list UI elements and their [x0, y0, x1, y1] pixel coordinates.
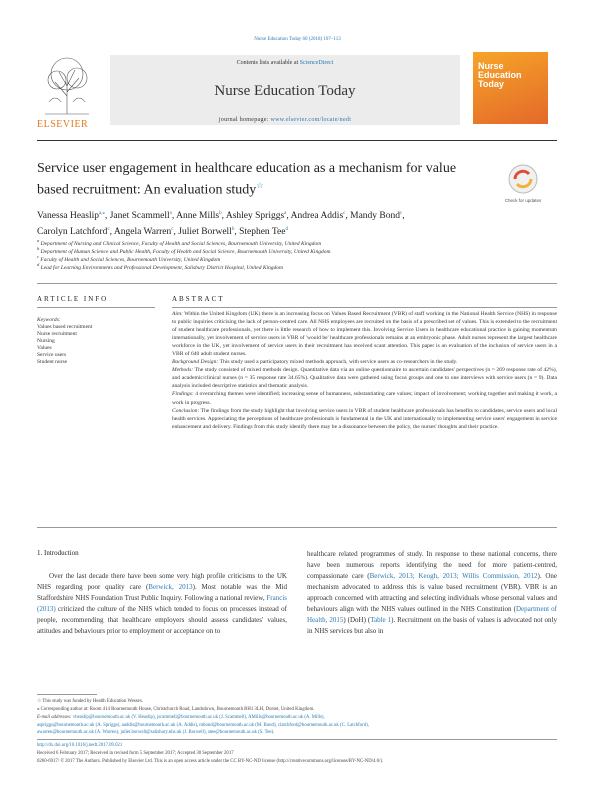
footnote-corresponding: ⁎ Corresponding author at: Room 414 Bournemouth House, Christchurch Road, Landsdown, Bournemouth BH1 3LH, Dorset, United Kingdom.	[37, 707, 315, 712]
publisher-name: ELSEVIER	[37, 119, 89, 130]
footnote-divider	[37, 694, 97, 695]
homepage-link[interactable]: www.elsevier.com/locate/nedt	[270, 117, 352, 123]
intro-right-paragraph: healthcare related programmes of study. In response to these national concerns, there have been numerous reports identifying the need for more patient-centred, compassionate care (Berwick, 2013; Keogh, 2013; Willis Commission, 2012). One mechanism advocated to address this is value based recruitment (VBR). VBR is an approach concerned with attracting and selecting individuals whose personal values and behaviours align with the NHS values outlined in the NHS Constitution (Department of Health, 2015) (DoH) (Table 1). Recruitment on the basis of values is advocated not only in NHS services but also in	[307, 550, 558, 635]
intro-left-paragraph: Over the last decade there have been some very high profile criticisms to the UK NHS regarding poor quality care (Berwick, 2013). Most notable was the Mid Staffordshire NHS Foundation Trust Public Inquiry. Following a national review, Francis (2013) criticized the culture of the NHS which tended to focus on processes instead of people, recommending that healthcare employers should assess candidates' values, attitudes and behaviours prior to employment or acceptance on to	[37, 572, 287, 635]
received-dates: Received 6 February 2017; Received in revised form 5 September 2017; Accepted 30 September 2017	[37, 751, 234, 756]
citation-link[interactable]: Francis (2013)	[37, 594, 287, 613]
elsevier-tree-logo	[37, 52, 97, 122]
keywords-label: Keywords:	[37, 317, 61, 323]
email-links[interactable]: awarren@bournemouth.ac.uk (A. Warren), juliet.borwell@salisbury.nhs.uk (J. Borwell), stee@bournemouth.ac.uk (S. Tee).	[37, 730, 275, 735]
keyword-item: Student nurse	[37, 359, 68, 365]
citation-link[interactable]: Berwick, 2013; Keogh, 2013; Willis Commission, 2012	[369, 572, 538, 580]
affiliation-c: $^c$ Faculty of Health and Social Sciences, Bournemouth University, United Kingdom	[37, 254, 221, 263]
keyword-item: Nurse recruitment	[37, 331, 77, 337]
keyword-item: Values	[37, 345, 52, 351]
journal-homepage: journal homepage: www.elsevier.com/locate/nedt	[218, 117, 352, 123]
title-footnote-mark[interactable]: ☆	[256, 181, 264, 190]
abstract-end-divider	[37, 527, 557, 528]
journal-title: Nurse Education Today	[214, 83, 356, 99]
doi-link[interactable]: http://dx.doi.org/10.1016/j.nedt.2017.09.021	[37, 743, 123, 748]
footnote-funding: ☆ This study was funded by Health Education Wessex.	[37, 699, 144, 704]
abstract-body: Aim: Within the United Kingdom (UK) there is an increasing focus on Values Based Recruitment (VBR) of staff working in the National Health Service (NHS) in response to public inquiries criticising the lack of person-centred care. All NHS employees are recruited on the basis of a prescribed set of values. This is extended to the recruitment of student healthcare professionals, yet there is little research of how to implement this. Involving Service Users in healthcare educational practice is gaining momentum internationally, yet involvement of service users in VBR of 'would be' healthcare professionals remains at an embryonic phase. Adult nurses represent the largest healthcare workforce in the UK, yet involvement of service users in their recruitment has received scant attention. This paper is an evaluation of the inclusion of service users in a VBR of 640 adult student nurses. Background Design: This study used a participatory mixed methods approach, with service users as co-researchers in the study. Methods: The study consisted of mixed methods design. Quantitative data via an online questionnaire to ascertain candidates' perspectives (n = 269 response rate of 42%), and academic/clinical nurses (n = 35 response rate 34.65%). Qualitative data were gathered using focus groups and one to one interviews with service users (n = 9). Data analysis included descriptive statistics and thematic analysis. Findings: 4 overarching themes were identified; increasing sense of humanness, substantiating care values; impact of involvement; working together and making it work, a work in progress. Conclusion: The findings from the study highlight that involving service users in VBR of student healthcare professionals has benefits to candidates, service users and local health services. Appreciating the perceptions of healthcare professionals is fundamental in the UK and internationally to implementing service users' engagement in service enhancement and delivery. Findings from this study identify there may be a dissonance between the policy, the nurses' thoughts and their practice.	[172, 311, 557, 430]
keyword-item: Nursing	[37, 338, 55, 344]
section-heading-introduction: 1. Introduction	[37, 549, 79, 557]
journal-reference[interactable]: Nurse Education Today 60 (2018) 107–113	[254, 37, 341, 42]
email-links[interactable]: vheaslip@bournemouth.ac.uk (V. Heaslip), jscammell@bournemouth.ac.uk (J. Scammell), AMills@bournemouth.ac.uk (A. Mills),	[72, 715, 325, 720]
article-info-heading: ARTICLE INFO	[37, 295, 109, 303]
affiliation-divider	[37, 283, 557, 284]
email-links[interactable]: aspriggs@bournemouth.ac.uk (A. Spriggs), aaddis@bournemouth.ac.uk (A. Addis), mbond@bournemouth.ac.uk (M. Bond), clatchford@bournemouth.ac.uk (C. Latchford),	[37, 722, 369, 728]
affiliation-b: $^b$ Department of Human Science and Public Health, Faculty of Health and Social Science, Bournemouth University, United Kingdom	[37, 246, 331, 255]
author-list: Vanessa Heaslip$^{a,⁎}$, Janet Scammell$^a$, Anne Mills$^b$, Ashley Spriggs$^a$, Andrea Addis$^c$, Mandy Bond$^c$, Carolyn Latchford$^c$, Angela Warren$^c$, Juliet Borwell$^b$, Stephen Tee$^d$	[37, 211, 405, 238]
keyword-item: Values based recruitment	[37, 324, 93, 330]
article-info-divider	[37, 307, 155, 308]
license-line: 0260-6917/ © 2017 The Authors. Published by Elsevier Ltd. This is an open access article under the CC BY-NC-ND license (http://creativecommons.org/licenses/BY-NC-ND/4.0/).	[37, 759, 384, 764]
abstract-heading: ABSTRACT	[172, 295, 225, 303]
cover-title: Nurse Education Today	[478, 61, 522, 89]
citation-link[interactable]: Department of Health, 2015	[307, 605, 558, 624]
header-divider	[37, 140, 557, 141]
abstract-divider	[172, 307, 557, 308]
affiliation-a: $^a$ Department of Nursing and Clinical Science, Faculty of Health and Social Sciences, Bournemouth University, United Kingdom	[37, 238, 322, 247]
check-for-updates-icon[interactable]	[505, 163, 541, 197]
footnote-emails: E-mail addresses: vheaslip@bournemouth.ac.uk (V. Heaslip), jscammell@bournemouth.ac.uk (J. Scammell), AMills@bournemouth.ac.uk (A. Mills), aspriggs@bournemouth.ac.uk (A. Spriggs), aaddis@bournemouth.ac.uk (A. Addis), mbond@bournemouth.ac.uk (M. Bond), clatchford@bournemouth.ac.uk (C. Latchford), awarren@bournemouth.ac.uk (A. Warren), juliet.borwell@salisbury.nhs.uk (J. Borwell), stee@bournemouth.ac.uk (S. Tee).	[37, 715, 369, 735]
table-link[interactable]: Table 1	[370, 616, 392, 624]
article-title: Service user engagement in healthcare education as a mechanism for value based recruitment: An evaluation study☆	[37, 161, 457, 198]
contents-line: Contents lists available at ScienceDirect	[236, 60, 334, 66]
keyword-item: Service users	[37, 352, 67, 358]
affiliation-d: $^d$ Lead for Learning Environments and Professional Development, Salisbury District Hospital, United Kingdom	[37, 262, 284, 271]
citation-link[interactable]: Berwick, 2013	[148, 583, 193, 591]
sciencedirect-link[interactable]: ScienceDirect	[299, 60, 334, 66]
footer-divider	[37, 739, 557, 740]
check-for-updates-label[interactable]: Check for updates	[504, 198, 542, 203]
